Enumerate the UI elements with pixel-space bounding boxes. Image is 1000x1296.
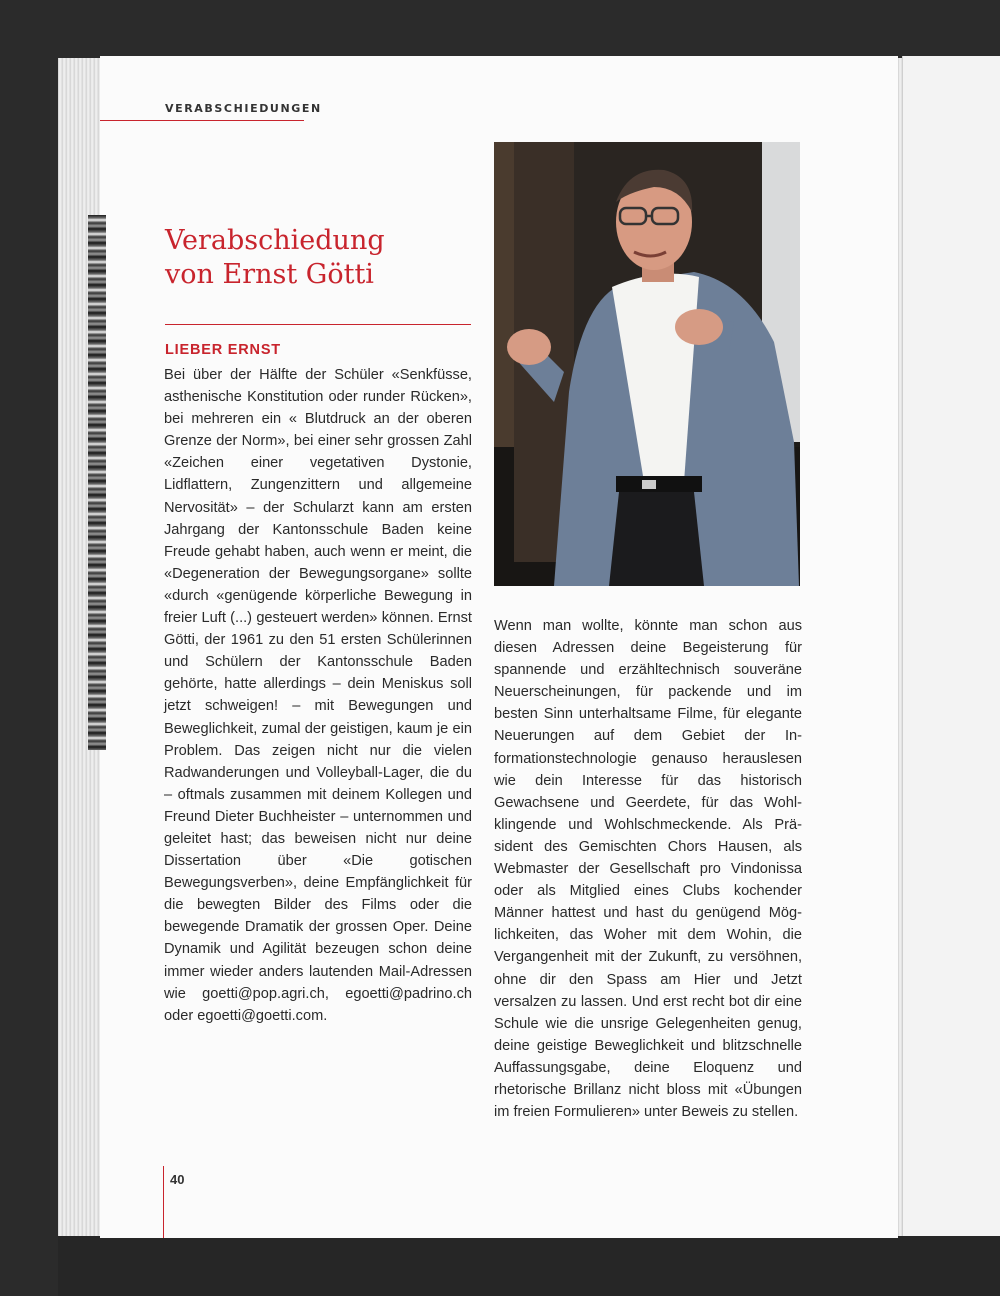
page-number: 40 xyxy=(170,1172,185,1187)
page-number-rule xyxy=(163,1166,164,1238)
article-subheading: LIEBER ERNST xyxy=(165,342,281,358)
portrait-photo xyxy=(494,142,800,586)
article-title-line1: Verabschiedung xyxy=(165,225,385,256)
section-rule xyxy=(100,120,304,121)
title-rule xyxy=(165,324,471,325)
facing-page-edge xyxy=(902,56,1000,1236)
scan-background xyxy=(58,1236,1000,1296)
portrait-photo-illustration xyxy=(494,142,800,586)
section-label: VERABSCHIEDUNGEN xyxy=(165,102,322,115)
body-column-right: Wenn man wollte, könnte man schon aus diesen Adressen deine Begeisterung für spannende und erzähltechnisch souveräne Neuerscheinungen, für packende und im besten Sinn unterhaltsame Filme, für elegante Neuerungen auf dem Gebiet der Informationstechnologie genauso herauslesen wie dein Interesse für das historisch Gewachsene und Geerdete, für das Wohlklingende und Wohlschmeckende. Als Präsident des Gemischten Chors Hausen, als Webmaster der Gesellschaft pro Vindonissa oder als Mitglied eines Clubs kochender Männer hattest und hast du genügend Möglichkeiten, das Woher mit dem Wohin, die Vergangenheit mit der Zukunft, zu versöhnen, ohne dir den Spass am Hier und Jetzt versalzen zu lassen. Und erst recht bot dir eine Schule wie die unsrige Gelegenheiten genug, deine geistige Beweglichkeit und blitzschnelle Auffassungsgabe, deine Eloquenz und rhetorische Brillanz nicht bloss mit «Übungen im freien Formulieren» unter Beweis zu stellen. xyxy=(494,618,802,1121)
body-column-left: Bei über der Hälfte der Schüler «Senkfüsse, asthenische Konstitution oder runder Rücken», bei mehreren ein « Blutdruck an der oberen Grenze der Norm», bei einer sehr grossen Zahl «Zeichen einer vegetativen Dystonie, Lidflattern, Zungenzittern und allgemeine Nervosität» – der Schularzt kann am ersten Jahrgang der Kantonsschule Baden keine Freude gehabt haben, auch wenn er meint, die «Degeneration der Bewegungsorgane» sollte «durch «genügende körperliche Bewegung in freier Luft (...) gesteuert werden» können. Ernst Götti, der 1961 zu den 51 ersten Schülerinnen und Schülern der Kantonsschule Baden gehörte, hatte allerdings – dein Meniskus soll jetzt schweigen! – mit Bewegungen und Beweglichkeit, zumal der geistigen, kaum je ein Problem. Das zeigen nicht nur die vielen Radwanderungen und Volleyball-Lager, die du – oftmals zusammen mit deinem Kollegen und Freund Dieter Buchheister – unternommen und geleitet hast; das beweisen nicht nur deine Dissertation über «Die gotischen Bewegungsverben», deine Empfänglichkeit für die bewegten Bilder des Films oder die bewegende Dramatik der grossen Oper. Deine Dynamik und Agilität bezeugen schon deine immer wieder anders lautenden Mail-Adressen wie goetti@pop.agri.ch, egoetti@padrino.ch oder egoetti@goetti.com. xyxy=(164,367,472,1024)
page-edge-strip xyxy=(88,215,106,750)
article-title-line2: von Ernst Götti xyxy=(165,259,374,290)
article-title xyxy=(165,224,475,292)
